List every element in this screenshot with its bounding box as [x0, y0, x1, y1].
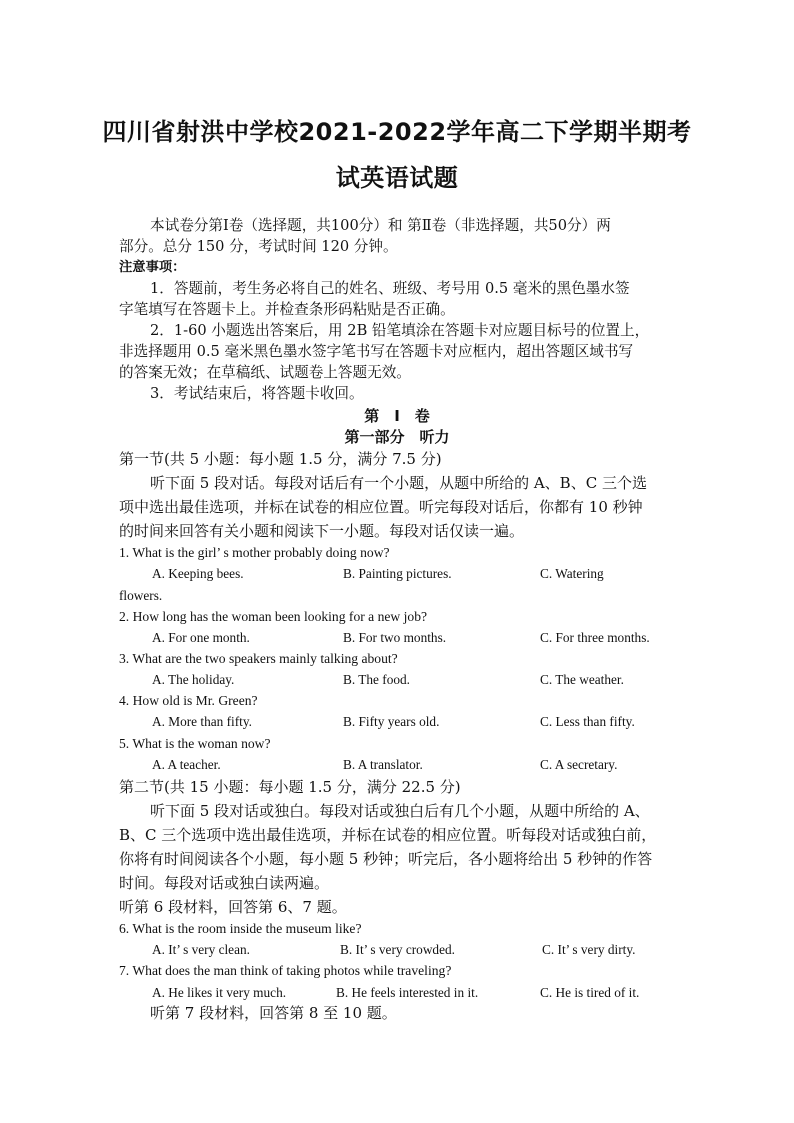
option-b: B. It’ s very crowded. — [340, 942, 455, 957]
material-label: 听第 6 段材料，回答第 6、7 题。 — [119, 898, 347, 916]
option-c: C. Less than fifty. — [540, 714, 635, 729]
notes-item: 3．考试结束后，将答题卡收回。 — [150, 385, 364, 402]
section2-instructions: 你将有时间阅读各个小题，每小题 5 秒钟；听完后，各小题将给出 5 秒钟的作答 — [119, 850, 653, 868]
option-b: B. For two months. — [343, 630, 447, 645]
option-b: B. Fifty years old. — [343, 714, 440, 729]
section2-instructions: B、C 三个选项中选出最佳选项，并标在试卷的相应位置。听每段对话或独白前， — [119, 826, 657, 844]
option-c: C. A secretary. — [540, 757, 618, 772]
notes-item: 2．1-60 小题选出答案后，用 2B 铅笔填涂在答题卡对应题目标号的位置上， — [150, 322, 650, 339]
material-label: 听第 7 段材料，回答第 8 至 10 题。 — [150, 1004, 397, 1022]
option-c-wrap: flowers. — [119, 588, 163, 603]
section1-instructions: 听下面 5 段对话。每段对话后有一个小题，从题中所给的 A、B、C 三个选 — [150, 474, 647, 492]
exam-title-line2: 试英语试题 — [335, 164, 459, 192]
question-stem: 7. What does the man think of taking photos while traveling? — [119, 963, 452, 978]
section2-heading: 第二节(共 15 小题：每小题 1.5 分，满分 22.5 分) — [119, 778, 461, 796]
section2-instructions: 听下面 5 段对话或独白。每段对话或独白后有几个小题，从题中所给的 A、 — [150, 802, 650, 820]
option-a: A. A teacher. — [152, 757, 221, 772]
question-stem: 1. What is the girl’ s mother probably doing now? — [119, 545, 390, 560]
option-b: B. Painting pictures. — [343, 566, 452, 581]
option-a: A. More than fifty. — [152, 714, 252, 729]
question-stem: 5. What is the woman now? — [119, 736, 271, 751]
option-c: C. For three months. — [540, 630, 650, 645]
section1-heading: 第一节(共 5 小题：每小题 1.5 分，满分 7.5 分) — [119, 450, 442, 468]
notes-heading: 注意事项： — [119, 260, 186, 275]
question-stem: 3. What are the two speakers mainly talking about? — [119, 651, 398, 666]
exam-title-line1: 四川省射洪中学校2021-2022学年高二下学期半期考 — [102, 118, 692, 146]
option-b: B. The food. — [343, 672, 410, 687]
question-stem: 2. How long has the woman been looking for a new job? — [119, 609, 428, 624]
option-c: C. Watering — [540, 566, 604, 581]
option-a: A. It’ s very clean. — [152, 942, 250, 957]
option-c: C. The weather. — [540, 672, 624, 687]
notes-item: 1．答题前，考生务必将自己的姓名、班级、考号用 0.5 毫米的黑色墨水签 — [150, 280, 630, 297]
option-a: A. The holiday. — [152, 672, 235, 687]
option-a: A. He likes it very much. — [152, 985, 287, 1000]
notes-item: 非选择题用 0.5 毫米黑色墨水签字笔书写在答题卡对应框内，超出答题区域书写 — [119, 343, 634, 360]
option-c: C. He is tired of it. — [540, 985, 640, 1000]
part-heading: 第一部分 听力 — [344, 428, 450, 446]
option-b: B. A translator. — [343, 757, 423, 772]
option-b: B. He feels interested in it. — [336, 985, 479, 1000]
intro-line: 部分。总分 150 分，考试时间 120 分钟。 — [119, 238, 398, 255]
volume-heading: 第 Ⅰ 卷 — [364, 407, 430, 425]
section1-instructions: 的时间来回答有关小题和阅读下一小题。每段对话仅读一遍。 — [119, 522, 525, 540]
section2-instructions: 时间。每段对话或独白读两遍。 — [119, 874, 330, 892]
option-c: C. It’ s very dirty. — [542, 942, 636, 957]
option-a: A. Keeping bees. — [152, 566, 244, 581]
option-a: A. For one month. — [152, 630, 250, 645]
notes-item: 字笔填写在答题卡上。并检查条形码粘贴是否正确。 — [119, 301, 455, 318]
question-stem: 6. What is the room inside the museum like? — [119, 921, 362, 936]
notes-item: 的答案无效；在草稿纸、试题卷上答题无效。 — [119, 364, 411, 381]
section1-instructions: 项中选出最佳选项，并标在试卷的相应位置。听完每段对话后，你都有 10 秒钟 — [119, 498, 643, 516]
question-stem: 4. How old is Mr. Green? — [119, 693, 258, 708]
intro-line: 本试卷分第Ⅰ卷（选择题，共100分）和 第Ⅱ卷（非选择题，共50分）两 — [150, 217, 611, 234]
